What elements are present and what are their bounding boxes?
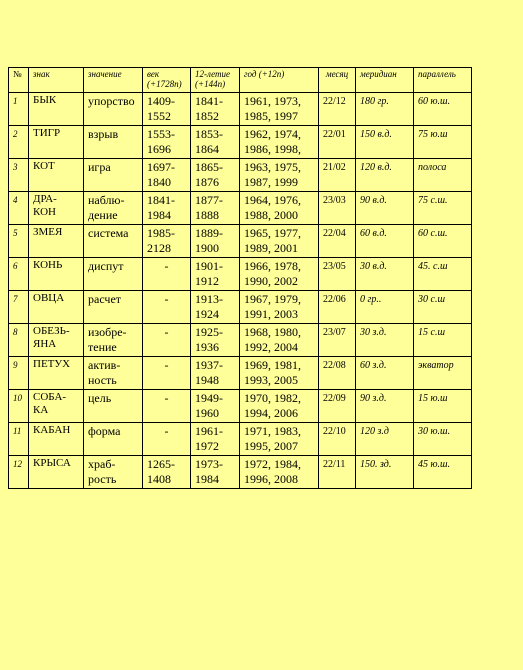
cell-month: 23/07 [319, 324, 356, 357]
cell-meaning: диспут [84, 258, 143, 291]
cell-duodecade: 1877-1888 [191, 192, 240, 225]
cell-duodecade: 1889-1900 [191, 225, 240, 258]
cell-duodecade: 1961-1972 [191, 423, 240, 456]
cell-sign: КОНЬ [29, 258, 84, 291]
cell-month: 23/05 [319, 258, 356, 291]
header-meridian: меридиан [356, 68, 414, 93]
cell-year: 1962, 1974, 1986, 1998, [240, 126, 319, 159]
cell-meaning: игра [84, 159, 143, 192]
zodiac-table [8, 67, 472, 489]
cell-year: 1972, 1984, 1996, 2008 [240, 456, 319, 489]
cell-sign: ЗМЕЯ [29, 225, 84, 258]
table-row [9, 390, 472, 423]
cell-duodecade: 1853-1864 [191, 126, 240, 159]
cell-year: 1968, 1980, 1992, 2004 [240, 324, 319, 357]
cell-duodecade: 1949-1960 [191, 390, 240, 423]
cell-sign: ПЕТУХ [29, 357, 84, 390]
cell-century: 1841-1984 [143, 192, 191, 225]
cell-parallel: 75 с.ш. [414, 192, 472, 225]
cell-month: 22/12 [319, 93, 356, 126]
cell-parallel: 15 ю.ш [414, 390, 472, 423]
cell-meridian: 90 в.д. [356, 192, 414, 225]
cell-month: 22/10 [319, 423, 356, 456]
table-row [9, 423, 472, 456]
table-row [9, 357, 472, 390]
cell-meaning: расчет [84, 291, 143, 324]
cell-num: 6 [9, 258, 29, 291]
cell-meridian: 150 в.д. [356, 126, 414, 159]
table-row [9, 126, 472, 159]
cell-meridian: 30 в.д. [356, 258, 414, 291]
cell-parallel: 15 с.ш [414, 324, 472, 357]
table-row [9, 324, 472, 357]
table-row [9, 291, 472, 324]
header-duodecade: 12-летие (+144n) [191, 68, 240, 93]
cell-num: 11 [9, 423, 29, 456]
cell-meridian: 30 з.д. [356, 324, 414, 357]
table-row [9, 456, 472, 489]
cell-parallel: 30 с.ш [414, 291, 472, 324]
cell-month: 22/11 [319, 456, 356, 489]
cell-duodecade: 1865-1876 [191, 159, 240, 192]
cell-meridian: 120 в.д. [356, 159, 414, 192]
cell-year: 1967, 1979, 1991, 2003 [240, 291, 319, 324]
cell-meridian: 60 в.д. [356, 225, 414, 258]
cell-meaning: взрыв [84, 126, 143, 159]
cell-duodecade: 1937-1948 [191, 357, 240, 390]
cell-month: 23/03 [319, 192, 356, 225]
cell-num: 10 [9, 390, 29, 423]
cell-year: 1961, 1973, 1985, 1997 [240, 93, 319, 126]
header-century: век (+1728n) [143, 68, 191, 93]
cell-century: 1985-2128 [143, 225, 191, 258]
table-row [9, 192, 472, 225]
header-num: № [9, 68, 29, 93]
header-row [9, 68, 472, 93]
header-parallel: параллель [414, 68, 472, 93]
cell-year: 1966, 1978, 1990, 2002 [240, 258, 319, 291]
cell-sign: ДРА-КОН [29, 192, 84, 225]
cell-parallel: 45. с.ш [414, 258, 472, 291]
cell-year: 1969, 1981, 1993, 2005 [240, 357, 319, 390]
cell-century: - [143, 258, 191, 291]
header-sign: знак [29, 68, 84, 93]
cell-year: 1965, 1977, 1989, 2001 [240, 225, 319, 258]
cell-meaning: актив-ность [84, 357, 143, 390]
table-row [9, 93, 472, 126]
cell-meridian: 180 гр. [356, 93, 414, 126]
cell-year: 1963, 1975, 1987, 1999 [240, 159, 319, 192]
cell-meridian: 90 з.д. [356, 390, 414, 423]
cell-sign: КРЫСА [29, 456, 84, 489]
cell-num: 12 [9, 456, 29, 489]
cell-century: 1409-1552 [143, 93, 191, 126]
cell-century: - [143, 357, 191, 390]
cell-year: 1971, 1983, 1995, 2007 [240, 423, 319, 456]
cell-duodecade: 1841-1852 [191, 93, 240, 126]
cell-num: 4 [9, 192, 29, 225]
table-row [9, 225, 472, 258]
cell-sign: СОБА-КА [29, 390, 84, 423]
cell-century: - [143, 291, 191, 324]
cell-duodecade: 1913-1924 [191, 291, 240, 324]
cell-parallel: 45 ю.ш. [414, 456, 472, 489]
cell-meaning: храб-рость [84, 456, 143, 489]
cell-parallel: 75 ю.ш [414, 126, 472, 159]
cell-sign: КОТ [29, 159, 84, 192]
cell-parallel: 60 ю.ш. [414, 93, 472, 126]
cell-meridian: 0 гр.. [356, 291, 414, 324]
cell-meaning: наблю-дение [84, 192, 143, 225]
cell-num: 1 [9, 93, 29, 126]
cell-num: 9 [9, 357, 29, 390]
cell-parallel: экватор [414, 357, 472, 390]
cell-sign: ТИГР [29, 126, 84, 159]
cell-month: 22/04 [319, 225, 356, 258]
cell-meaning: система [84, 225, 143, 258]
cell-century: - [143, 324, 191, 357]
cell-duodecade: 1925-1936 [191, 324, 240, 357]
table-row [9, 159, 472, 192]
cell-sign: БЫК [29, 93, 84, 126]
cell-num: 3 [9, 159, 29, 192]
cell-month: 22/09 [319, 390, 356, 423]
cell-num: 2 [9, 126, 29, 159]
cell-year: 1964, 1976, 1988, 2000 [240, 192, 319, 225]
cell-meaning: цель [84, 390, 143, 423]
cell-sign: КАБАН [29, 423, 84, 456]
header-meaning: значение [84, 68, 143, 93]
cell-sign: ОБЕЗЬ-ЯНА [29, 324, 84, 357]
cell-century: - [143, 390, 191, 423]
cell-sign: ОВЦА [29, 291, 84, 324]
cell-duodecade: 1901-1912 [191, 258, 240, 291]
cell-meaning: изобре-тение [84, 324, 143, 357]
cell-duodecade: 1973-1984 [191, 456, 240, 489]
cell-century: 1265-1408 [143, 456, 191, 489]
cell-month: 22/01 [319, 126, 356, 159]
cell-meridian: 120 з.д [356, 423, 414, 456]
cell-century: 1553-1696 [143, 126, 191, 159]
cell-century: - [143, 423, 191, 456]
cell-month: 22/06 [319, 291, 356, 324]
cell-meaning: форма [84, 423, 143, 456]
table-row [9, 258, 472, 291]
cell-parallel: полоса [414, 159, 472, 192]
cell-meridian: 150. зд. [356, 456, 414, 489]
cell-parallel: 60 с.ш. [414, 225, 472, 258]
header-month: месяц [319, 68, 356, 93]
cell-year: 1970, 1982, 1994, 2006 [240, 390, 319, 423]
cell-meridian: 60 з.д. [356, 357, 414, 390]
cell-month: 22/08 [319, 357, 356, 390]
cell-meaning: упорство [84, 93, 143, 126]
cell-num: 8 [9, 324, 29, 357]
cell-num: 5 [9, 225, 29, 258]
header-year: год (+12n) [240, 68, 319, 93]
cell-month: 21/02 [319, 159, 356, 192]
cell-num: 7 [9, 291, 29, 324]
cell-century: 1697-1840 [143, 159, 191, 192]
cell-parallel: 30 ю.ш. [414, 423, 472, 456]
